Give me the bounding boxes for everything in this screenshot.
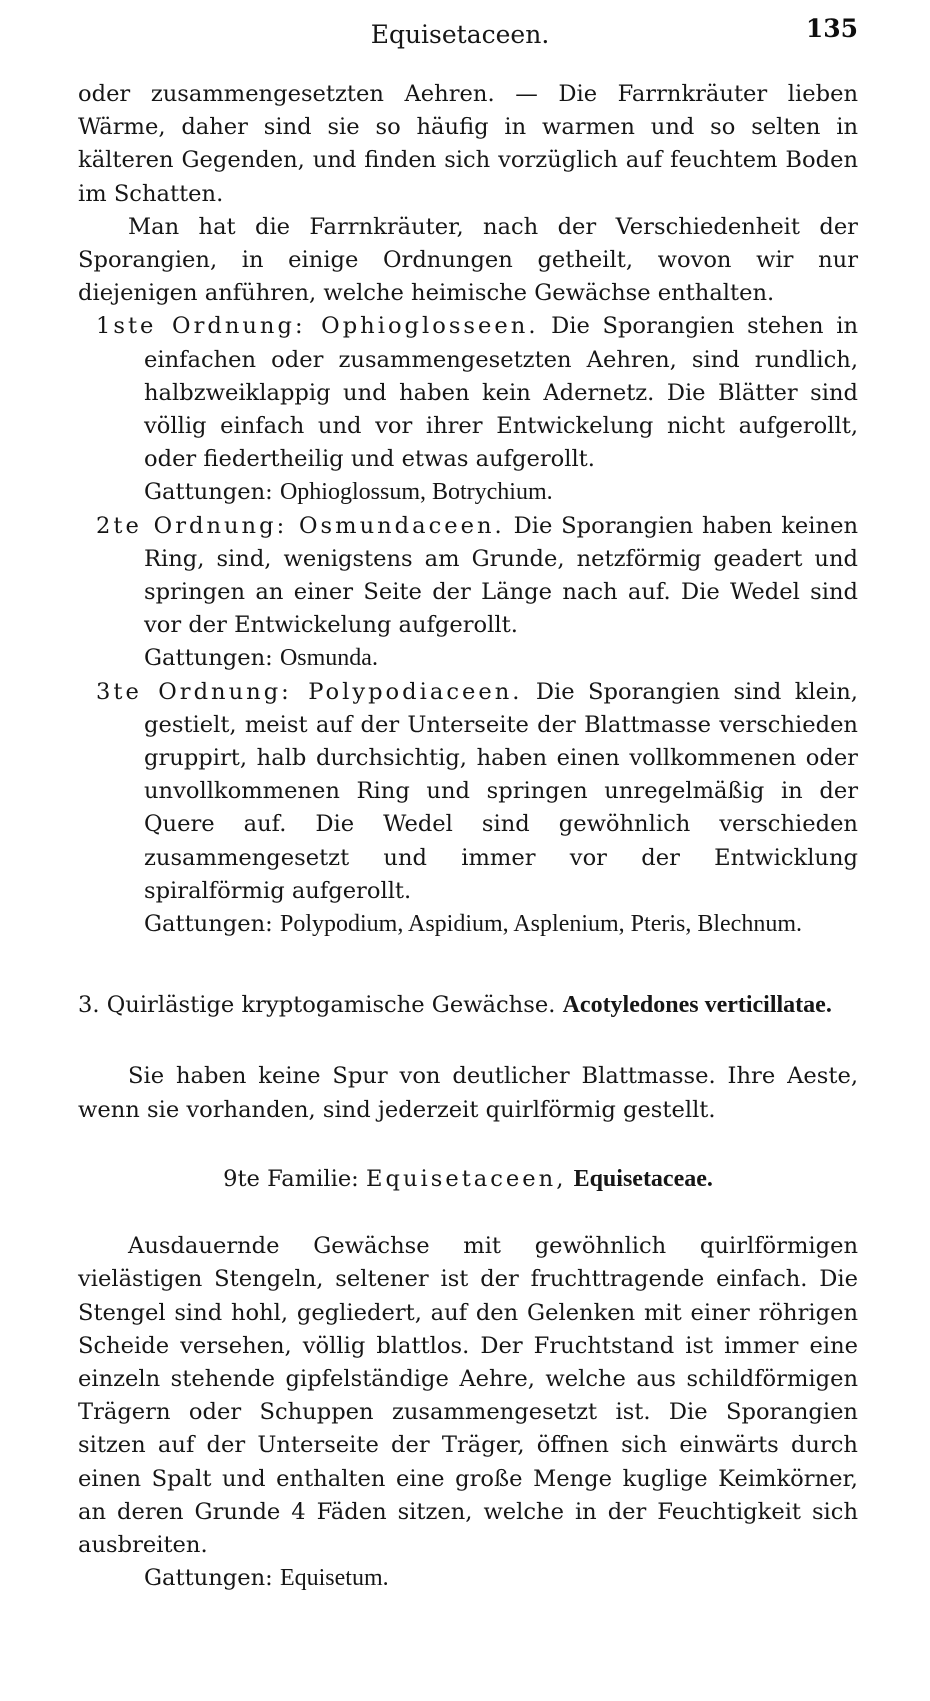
family-name: Equisetaceen, bbox=[366, 1165, 567, 1192]
order-1-genera bbox=[144, 476, 858, 509]
order-3-text: Die Sporangien sind klein, gestielt, meist auf der Unterseite der Blattmasse verschieden gruppirt, halb durchsichtig, haben einen vollkommenen oder unvollkommenen Ring und springen unregelmäßig in der Quere auf. Die Wedel sind gewöhnlich verschieden zusammengesetzt und immer vor der Entwicklung spiralförmig aufgerollt. bbox=[144, 678, 858, 904]
family-label: 9te Familie: bbox=[223, 1165, 359, 1192]
order-2-genera-list: Osmunda. bbox=[279, 645, 378, 672]
family-genera-list: Equisetum. bbox=[279, 1565, 389, 1592]
family-genera bbox=[144, 1562, 858, 1595]
order-1-genera-label: Gattungen: bbox=[144, 479, 273, 506]
section-3-number: 3. bbox=[78, 992, 100, 1019]
intro-paragraph-1: oder zusammengesetzten Aehren. — Die Farrnkräuter lieben Wärme, daher sind sie so häufig in warmen und so selten in kälteren Gegenden, und finden sich vorzüglich auf feuchtem Boden im Schatten. bbox=[78, 81, 858, 207]
order-2-text: Die Sporangien haben keinen Ring, sind, wenigstens am Grunde, netzförmig geadert und springen an einer Seite der Länge nach auf. Die Wedel sind vor der Entwickelung aufgerollt. bbox=[144, 512, 859, 639]
order-3-paragraph bbox=[96, 676, 858, 908]
order-2-label: 2te Ordnung: Osmundaceen. bbox=[96, 512, 505, 539]
order-1-text: Die Sporangien stehen in einfachen oder zusammengesetzten Aehren, sind rundlich, halbzweiklappig und haben kein Adernetz. Die Blätter sind völlig einfach und vor ihrer Entwickelung nicht aufgerollt, oder fiedertheilig und etwas aufgerollt. bbox=[144, 313, 858, 473]
running-title: Equisetaceen. bbox=[370, 20, 550, 49]
family-description: Ausdauernde Gewächse mit gewöhnlich quirlförmigen vielästigen Stengeln, seltener ist der fruchttragende einfach. Die Stengel sind hohl, gegliedert, auf den Gelenken mit einer röhrigen Scheide versehen, völlig blattlos. Der Fruchtstand ist immer eine einzeln stehende gipfelständige Aehre, welche aus schildförmigen Trägern oder Schuppen zusammengesetzt ist. Die Sporangien sitzen auf der Unterseite der Träger, öffnen sich einwärts durch einen Spalt und enthalten eine große Menge kuglige Keimkörner, an deren Grunde 4 Fäden sitzen, welche in der Feuchtigkeit sich ausbreiten. bbox=[78, 1233, 858, 1558]
section-3-text: Sie haben keine Spur von deutlicher Blattmasse. Ihre Aeste, wenn sie vorhanden, sind jederzeit quirlförmig gestellt. bbox=[78, 1063, 858, 1123]
order-2-genera-label: Gattungen: bbox=[144, 645, 273, 672]
family-genera-label: Gattungen: bbox=[144, 1565, 273, 1592]
section-3-latin: Acotyledones verticillatae. bbox=[562, 992, 832, 1019]
order-3-genera bbox=[144, 908, 858, 941]
order-1-label: 1ste Ordnung: Ophioglosseen. bbox=[96, 313, 539, 340]
body-text bbox=[78, 78, 858, 1595]
order-1-genera-list: Ophioglossum, Botrychium. bbox=[279, 479, 553, 506]
section-3-heading bbox=[78, 989, 858, 1022]
page-number: 135 bbox=[805, 14, 858, 43]
family-latin: Equisetaceae. bbox=[573, 1165, 713, 1192]
order-3-label: 3te Ordnung: Polypodiaceen. bbox=[96, 678, 523, 705]
section-3-title: Quirlästige kryptogamische Gewächse. bbox=[106, 992, 556, 1019]
family-heading bbox=[78, 1163, 858, 1196]
order-2-paragraph bbox=[96, 510, 858, 643]
order-3-genera-list: Polypodium, Aspidium, Asplenium, Pteris, Blechnum. bbox=[279, 911, 802, 938]
intro-paragraph-2: Man hat die Farrnkräuter, nach der Verschiedenheit der Sporangien, in einige Ordnungen getheilt, wovon wir nur diejenigen anführen, welche heimische Gewächse enthalten. bbox=[78, 213, 858, 307]
order-3-genera-label: Gattungen: bbox=[144, 911, 273, 938]
order-1-paragraph bbox=[96, 310, 858, 476]
order-2-genera bbox=[144, 642, 858, 675]
